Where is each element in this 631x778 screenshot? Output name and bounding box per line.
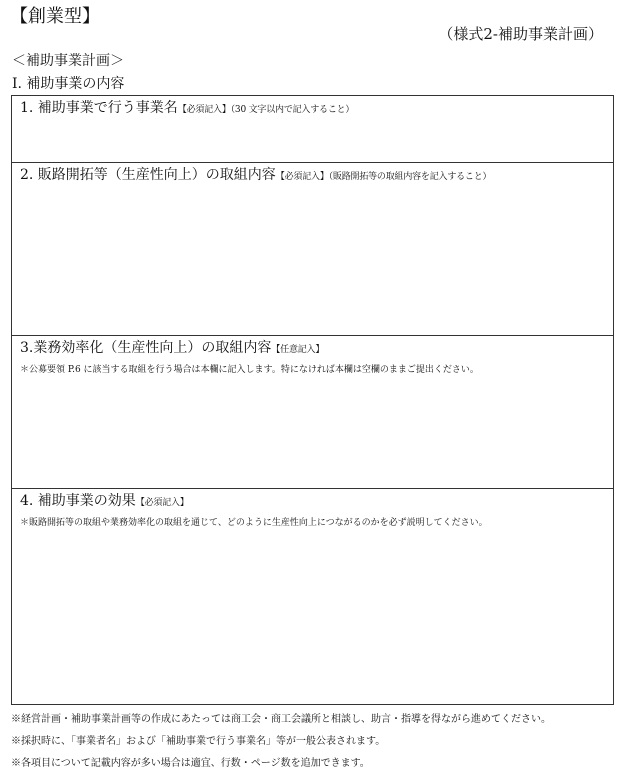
type-label: 【創業型】 (10, 6, 100, 27)
item-2-heading (20, 166, 605, 186)
item-2-tag: 【必須記入】（販路開拓等の取組内容を記入すること） (275, 172, 492, 182)
item-1-title: 1. 補助事業で行う事業名 (20, 100, 178, 116)
item-3-heading (20, 339, 605, 359)
footnotes (11, 709, 551, 775)
item-4-title: 4. 補助事業の効果 (20, 493, 136, 509)
form-number: （様式2-補助事業計画） (438, 25, 603, 43)
footnote: ※経営計画・補助事業計画等の作成にあたっては商工会・商工会議所と相談し、助言・指導を得ながら進めてください。 (11, 714, 551, 725)
footnote: ※各項目について記載内容が多い場合は適宜、行数・ページ数を追加できます。 (11, 758, 370, 769)
plan-form-table (11, 95, 614, 705)
item-2-title: 2. 販路開拓等（生産性向上）の取組内容 (20, 167, 276, 183)
item-4-effects-field[interactable] (12, 488, 613, 705)
item-1-heading (20, 99, 605, 119)
footnote: ※採択時に、「事業者名」および「補助事業で行う事業名」等が一般公表されます。 (11, 736, 386, 747)
item-4-heading (20, 492, 605, 512)
item-3-note: ＊公募要領 P.6 に該当する取組を行う場合は本欄に記入します。特になければ本欄は空欄のままご提出ください。 (20, 365, 479, 375)
item-3-efficiency-field[interactable] (12, 335, 613, 488)
form-title: ＜補助事業計画＞ (12, 53, 124, 69)
item-1-business-name-field[interactable] (12, 96, 613, 162)
item-1-tag: 【必須記入】（30 文字以内で記入すること） (177, 105, 355, 115)
section-heading: Ⅰ. 補助事業の内容 (12, 76, 125, 92)
item-3-title: 3.業務効率化（生産性向上）の取組内容 (20, 340, 272, 356)
item-4-note: ＊販路開拓等の取組や業務効率化の取組を通じて、どのように生産性向上につながるのかを必ず説明してください。 (20, 518, 488, 528)
item-4-tag: 【必須記入】 (135, 498, 189, 508)
item-3-tag: 【任意記入】 (271, 345, 325, 355)
item-2-sales-channel-field[interactable] (12, 162, 613, 335)
